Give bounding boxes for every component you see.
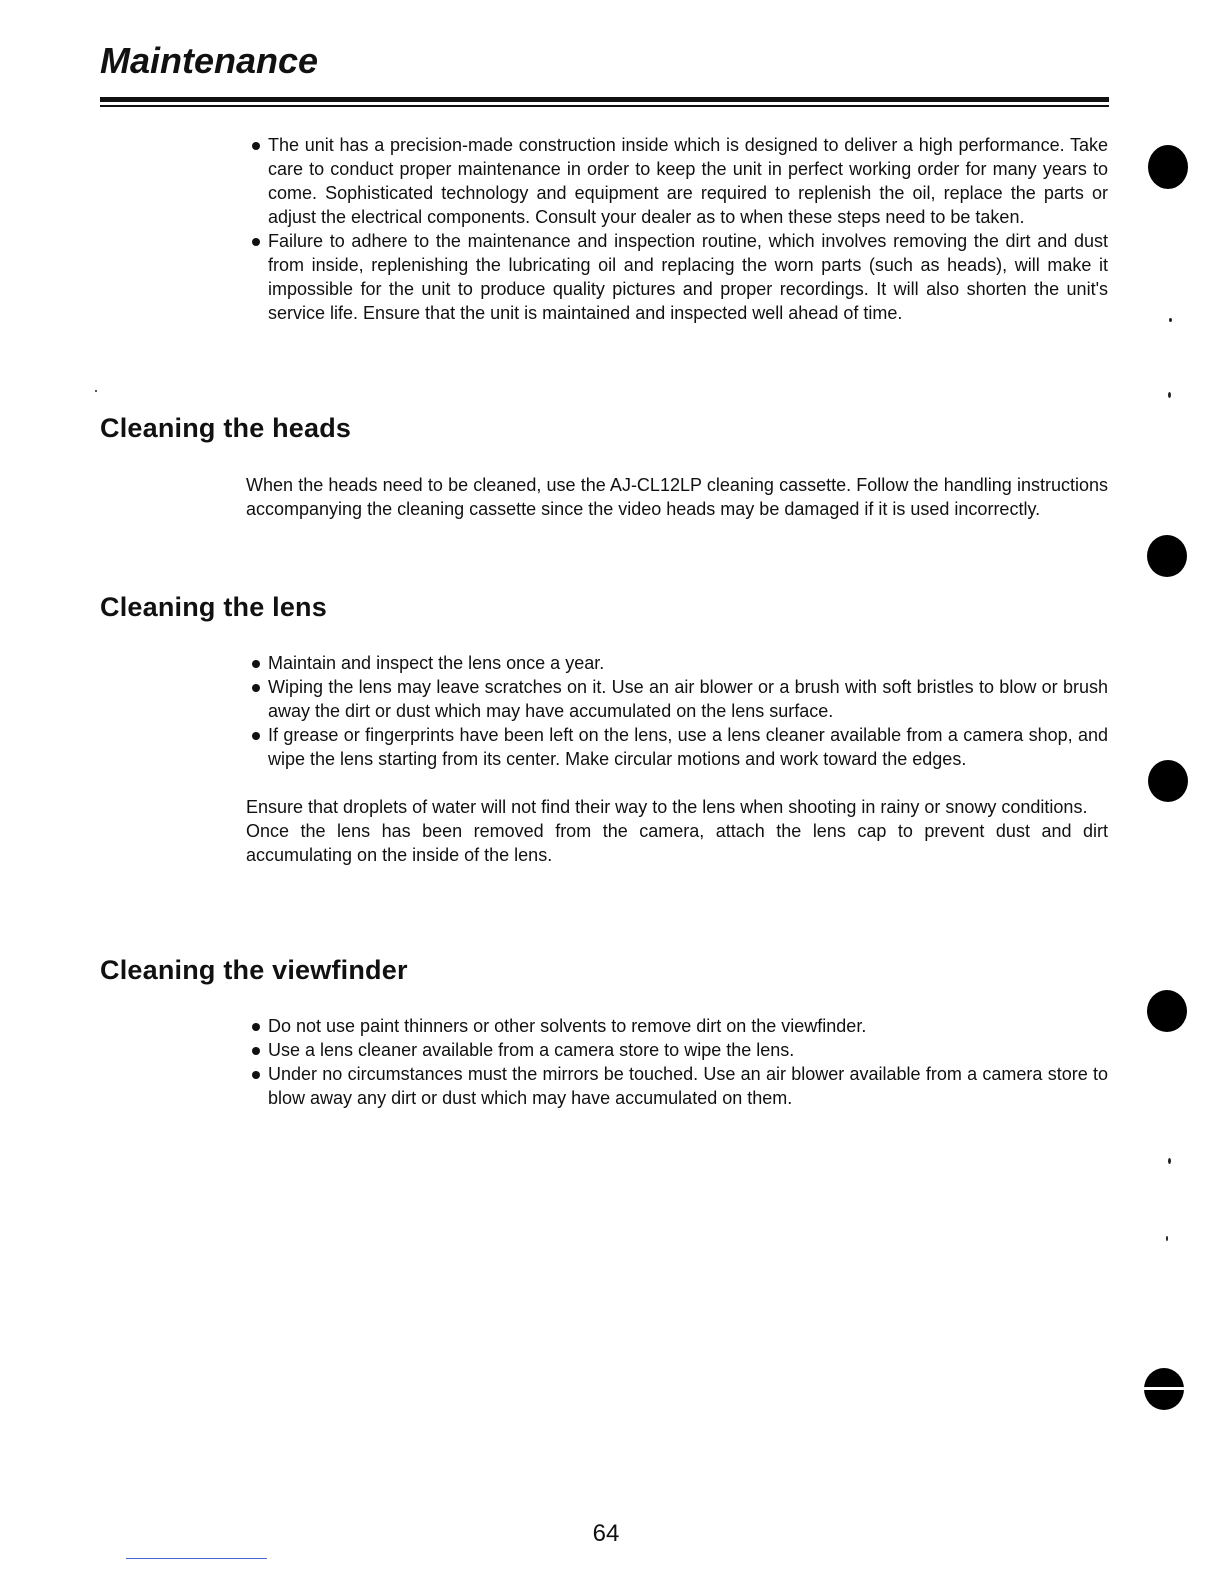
viewfinder-heading: Cleaning the viewfinder <box>100 955 408 985</box>
intro-bullet-list <box>246 133 1108 325</box>
list-item <box>246 1038 1108 1062</box>
list-item <box>246 229 1108 325</box>
bullet-icon <box>252 732 260 740</box>
heads-body: When the heads need to be cleaned, use the AJ-CL12LP cleaning cassette. Follow the handling instructions accompanying the cleaning cassette since the video heads may be damaged if it is used incorrectly. <box>246 475 1108 519</box>
bullet-icon <box>252 1047 260 1055</box>
binder-hole-icon <box>1148 760 1188 802</box>
list-item <box>246 1062 1108 1110</box>
lens-bullet-list <box>246 651 1108 771</box>
intro-bullet-text: Failure to adhere to the maintenance and inspection routine, which involves removing the dirt and dust from inside, replenishing the lubricating oil and replacing the worn parts (such as heads), will make it impossible for the unit to produce quality pictures and proper recordings. It will also shorten the unit's service life. Ensure that the unit is maintained and inspected well ahead of time. <box>268 231 1108 323</box>
lens-section <box>246 651 1108 867</box>
page-title: Maintenance <box>100 40 319 81</box>
scan-speck <box>1168 392 1171 398</box>
list-item <box>246 133 1108 229</box>
lens-heading: Cleaning the lens <box>100 592 327 622</box>
binder-hole-icon <box>1147 535 1187 577</box>
viewfinder-bullet-text: Use a lens cleaner available from a camera store to wipe the lens. <box>268 1040 795 1060</box>
binder-hole-icon <box>1147 990 1187 1032</box>
intro-bullet-text: The unit has a precision-made construction inside which is designed to deliver a high performance. Take care to conduct proper maintenance in order to keep the unit in perfect working order for many years to come. Sophisticated technology and equipment are required to replenish the oil, replace the parts or adjust the electrical components. Consult your dealer as to when these steps need to be taken. <box>268 135 1108 227</box>
viewfinder-bullet-text: Do not use paint thinners or other solvents to remove dirt on the viewfinder. <box>268 1016 867 1036</box>
lens-bullet-text: Wiping the lens may leave scratches on it. Use an air blower or a brush with soft bristles to blow or brush away the dirt or dust which may have accumulated on the lens surface. <box>268 677 1108 721</box>
scan-speck <box>1166 1236 1168 1241</box>
page-number: 64 <box>592 1520 620 1547</box>
title-rule-thin <box>100 105 1109 107</box>
viewfinder-bullet-list <box>246 1014 1108 1110</box>
lens-bullet-text: Maintain and inspect the lens once a year. <box>268 653 605 673</box>
bullet-icon <box>252 1071 260 1079</box>
list-item <box>246 1014 1108 1038</box>
bullet-icon <box>252 142 260 150</box>
bullet-icon <box>252 1023 260 1031</box>
bullet-icon <box>252 660 260 668</box>
lens-para-water: Ensure that droplets of water will not find their way to the lens when shooting in rainy or snowy conditions. <box>246 797 1088 817</box>
scan-speck <box>1168 1158 1171 1164</box>
binder-hole-icon <box>1144 1368 1184 1410</box>
viewfinder-section <box>246 1014 1108 1110</box>
heads-section <box>246 473 1108 521</box>
intro-section <box>246 133 1108 325</box>
bullet-icon <box>252 238 260 246</box>
lens-para-cap: Once the lens has been removed from the camera, attach the lens cap to prevent dust and dirt accumulating on the inside of the lens. <box>246 821 1108 865</box>
list-item <box>246 723 1108 771</box>
viewfinder-bullet-text: Under no circumstances must the mirrors be touched. Use an air blower available from a camera store to blow away any dirt or dust which may have accumulated on them. <box>268 1064 1108 1108</box>
footer-blue-line <box>126 1558 267 1559</box>
list-item <box>246 675 1108 723</box>
heads-heading: Cleaning the heads <box>100 413 352 443</box>
lens-bullet-text: If grease or fingerprints have been left on the lens, use a lens cleaner available from a camera shop, and wipe the lens starting from its center. Make circular motions and work toward the edges. <box>268 725 1108 769</box>
binder-hole-icon <box>1148 145 1188 189</box>
title-rule-thick <box>100 97 1109 102</box>
bullet-icon <box>252 684 260 692</box>
list-item <box>246 651 1108 675</box>
scan-speck <box>1169 318 1172 322</box>
scan-speck <box>95 390 97 392</box>
